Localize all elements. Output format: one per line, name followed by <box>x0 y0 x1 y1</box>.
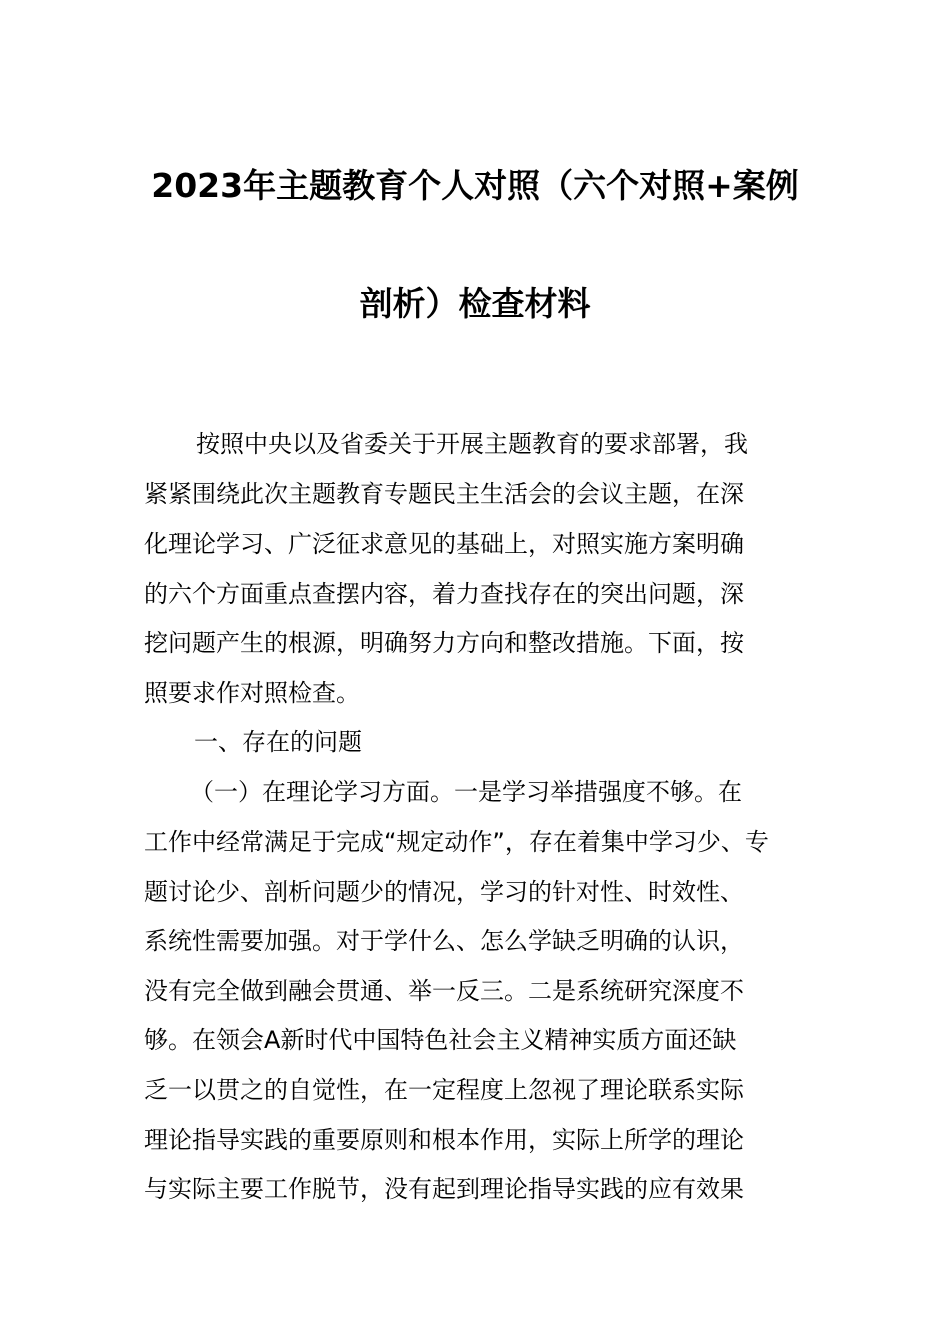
paragraph-line: 照要求作对照检查。 <box>144 679 360 707</box>
section-heading: 一、存在的问题 <box>194 728 362 756</box>
document-title-line-2: 剖析）检查材料 <box>359 284 591 323</box>
paragraph-line: 的六个方面重点查摆内容，着力查找存在的突出问题，深 <box>144 580 744 608</box>
paragraph-line: 理论指导实践的重要原则和根本作用，实际上所学的理论 <box>144 1126 744 1154</box>
paragraph-line: 系统性需要加强。对于学什么、怎么学缺乏明确的认识， <box>144 927 744 955</box>
paragraph-line: 与实际主要工作脱节，没有起到理论指导实践的应有效果 <box>144 1175 744 1203</box>
paragraph-line: 工作中经常满足于完成“规定动作”，存在着集中学习少、专 <box>144 828 769 856</box>
paragraph-line: 没有完全做到融会贯通、举一反三。二是系统研究深度不 <box>144 977 744 1005</box>
paragraph-line: 按照中央以及省委关于开展主题教育的要求部署，我 <box>196 430 748 458</box>
paragraph-line: 题讨论少、剖析问题少的情况，学习的针对性、时效性、 <box>144 878 744 906</box>
paragraph-line: 紧紧围绕此次主题教育专题民主生活会的会议主题，在深 <box>144 480 744 508</box>
paragraph-line: 乏一以贯之的自觉性，在一定程度上忽视了理论联系实际 <box>144 1076 744 1104</box>
paragraph-line: 够。在领会A新时代中国特色社会主义精神实质方面还缺 <box>144 1026 737 1054</box>
paragraph-line: （一）在理论学习方面。一是学习举措强度不够。在 <box>190 778 742 806</box>
paragraph-line: 化理论学习、广泛征求意见的基础上，对照实施方案明确 <box>144 530 744 558</box>
document-title-line-1: 2023年主题教育个人对照（六个对照+案例 <box>151 166 799 205</box>
paragraph-line: 挖问题产生的根源，明确努力方向和整改措施。下面，按 <box>144 629 744 657</box>
